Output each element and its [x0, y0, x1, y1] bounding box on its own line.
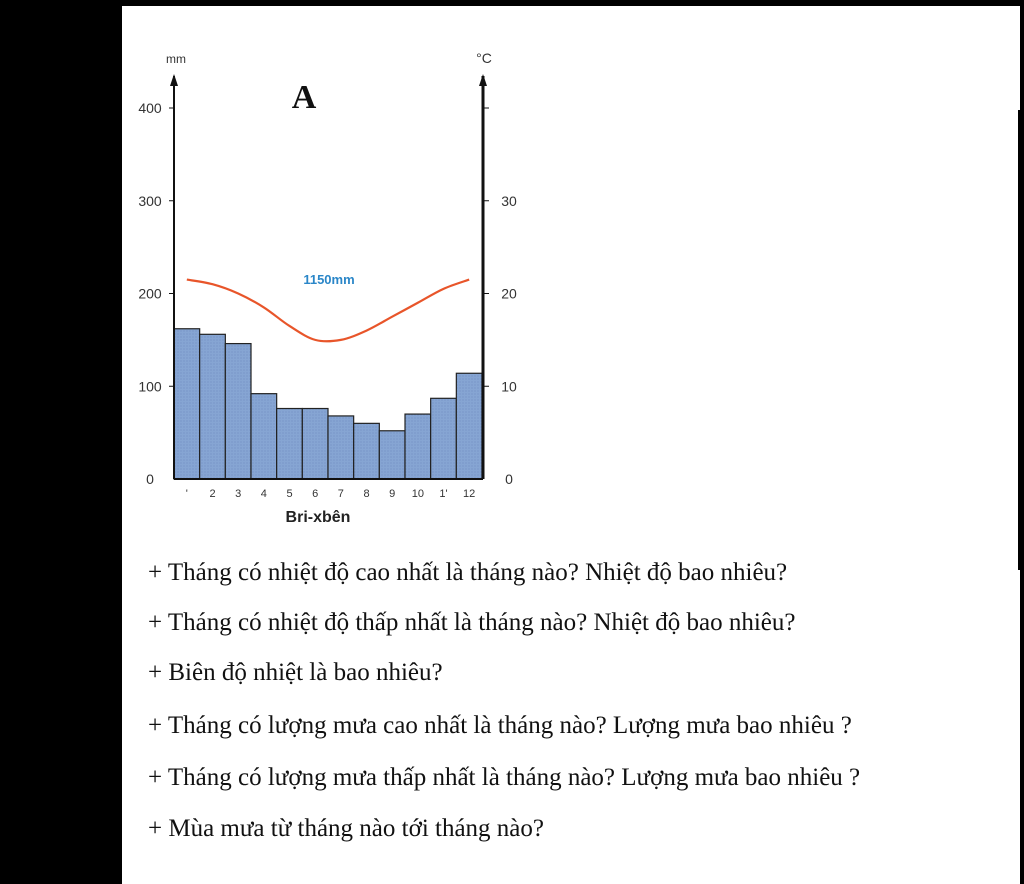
x-axis-tick-label: 6: [312, 488, 319, 500]
rainfall-bar: [302, 409, 328, 479]
x-axis-tick-label: 8: [363, 488, 370, 500]
x-axis-tick-label: 4: [260, 488, 267, 500]
right-axis-tick-label: 20: [501, 285, 517, 302]
x-axis-tick-label: 2: [209, 488, 216, 500]
rainfall-bar: [405, 414, 431, 479]
rainfall-bar: [431, 398, 457, 479]
question-item: + Tháng có lượng mưa thấp nhất là tháng nào? Lượng mưa bao nhiêu ?: [148, 764, 861, 791]
station-name: Bri-xbên: [285, 509, 351, 526]
x-axis-tick-label: 12: [463, 488, 476, 500]
rainfall-bar: [251, 394, 277, 479]
chart-title: A: [291, 79, 317, 116]
left-axis-tick-label: 0: [146, 471, 154, 487]
rainfall-bar: [225, 344, 251, 479]
x-axis-tick-label: 1': [439, 488, 448, 500]
left-axis-tick-label: 300: [138, 192, 162, 209]
x-axis-tick-label: 3: [235, 488, 242, 500]
x-axis-tick-label: 7: [337, 488, 344, 500]
rainfall-bar: [354, 423, 380, 479]
question-item: + Biên độ nhiệt là bao nhiêu?: [148, 659, 443, 686]
left-axis-arrow-icon: [170, 74, 178, 86]
right-axis-arrow-icon: [479, 74, 487, 86]
rainfall-bar: [277, 409, 303, 479]
rainfall-bar: [174, 329, 200, 479]
x-axis-tick-label: 10: [411, 488, 424, 500]
rainfall-bar: [328, 416, 354, 479]
total-rainfall-annotation: 1150mm: [303, 272, 355, 287]
x-axis-tick-label: 9: [389, 488, 396, 500]
left-axis-tick-label: 200: [138, 285, 162, 302]
right-axis-unit: °C: [476, 50, 492, 66]
left-axis-unit: mm: [166, 52, 186, 66]
temperature-line: [187, 280, 469, 342]
left-axis-tick-label: 100: [138, 378, 162, 395]
left-axis-tick-label: 400: [138, 100, 162, 116]
right-axis-tick-label: 0: [505, 471, 513, 487]
question-item: + Tháng có nhiệt độ cao nhất là tháng nào? Nhiệt độ bao nhiêu?: [148, 559, 788, 586]
question-item: + Tháng có nhiệt độ thấp nhất là tháng nào? Nhiệt độ bao nhiêu?: [148, 609, 796, 636]
rainfall-bar: [456, 373, 482, 479]
rainfall-bar: [379, 431, 405, 479]
question-item: + Mùa mưa từ tháng nào tới tháng nào?: [148, 815, 544, 842]
rainfall-bar: [200, 334, 226, 479]
right-axis-tick-label: 10: [501, 378, 517, 395]
x-axis-tick-label: ': [185, 488, 188, 500]
x-axis-tick-label: 5: [286, 488, 293, 500]
right-axis-tick-label: 30: [501, 192, 517, 209]
question-item: + Tháng có lượng mưa cao nhất là tháng nào? Lượng mưa bao nhiêu ?: [148, 712, 852, 739]
